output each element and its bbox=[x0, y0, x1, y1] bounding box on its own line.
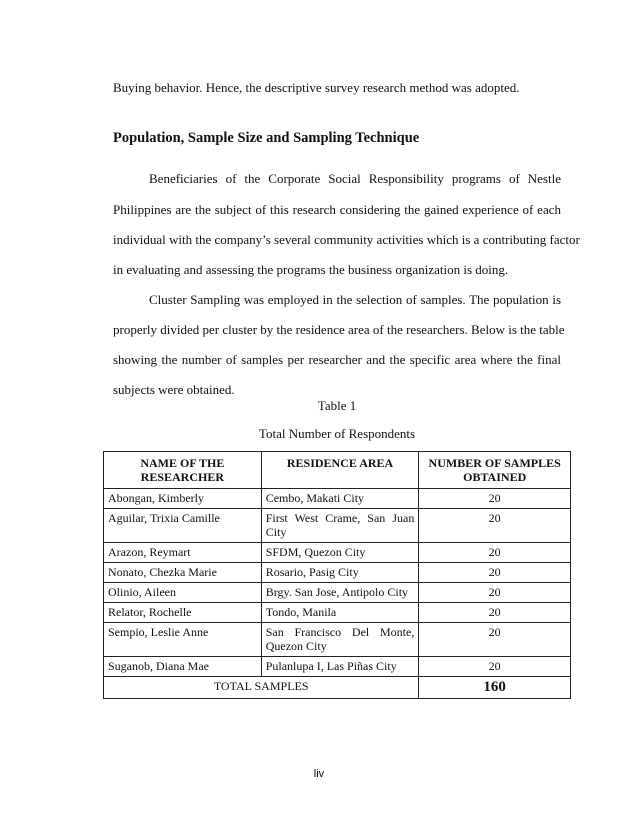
paragraph-line: Philippines are the subject of this research considering the gained experience of each bbox=[113, 202, 561, 217]
researcher-name: Sempio, Leslie Anne bbox=[104, 623, 262, 657]
samples-count: 20 bbox=[419, 509, 571, 543]
researcher-name: Suganob, Diana Mae bbox=[104, 657, 262, 677]
samples-count: 20 bbox=[419, 657, 571, 677]
researcher-name: Aguilar, Trixia Camille bbox=[104, 509, 262, 543]
header-samples: NUMBER OF SAMPLES OBTAINED bbox=[419, 452, 571, 489]
residence-area: Cembo, Makati City bbox=[261, 489, 419, 509]
intro-line: Buying behavior. Hence, the descriptive survey research method was adopted. bbox=[113, 80, 520, 95]
total-label: TOTAL SAMPLES bbox=[104, 677, 419, 699]
header-residence: RESIDENCE AREA bbox=[261, 452, 419, 489]
samples-count: 20 bbox=[419, 583, 571, 603]
respondents-table bbox=[103, 451, 571, 699]
paragraph-line: in evaluating and assessing the programs the business organization is doing. bbox=[113, 262, 509, 277]
table-row bbox=[104, 623, 571, 657]
paragraph-line: Cluster Sampling was employed in the selection of samples. The population is bbox=[149, 292, 561, 307]
residence-area: San Francisco Del Monte, Quezon City bbox=[261, 623, 419, 657]
samples-count: 20 bbox=[419, 563, 571, 583]
paragraph-line: subjects were obtained. bbox=[113, 382, 235, 397]
researcher-name: Relator, Rochelle bbox=[104, 603, 262, 623]
paragraph-line: individual with the company’s several community activities which is a contributing factor bbox=[113, 232, 580, 247]
table-row bbox=[104, 657, 571, 677]
header-researcher: NAME OF THE RESEARCHER bbox=[104, 452, 262, 489]
table-row bbox=[104, 603, 571, 623]
paragraph-line: showing the number of samples per researcher and the specific area where the final bbox=[113, 352, 561, 367]
researcher-name: Nonato, Chezka Marie bbox=[104, 563, 262, 583]
samples-count: 20 bbox=[419, 623, 571, 657]
residence-area: Pulanlupa I, Las Piñas City bbox=[261, 657, 419, 677]
table-header-row bbox=[104, 452, 571, 489]
table-row bbox=[104, 509, 571, 543]
table-total-row bbox=[104, 677, 571, 699]
residence-area: SFDM, Quezon City bbox=[261, 543, 419, 563]
samples-count: 20 bbox=[419, 603, 571, 623]
residence-area: First West Crame, San Juan City bbox=[261, 509, 419, 543]
residence-area: Tondo, Manila bbox=[261, 603, 419, 623]
residence-area: Rosario, Pasig City bbox=[261, 563, 419, 583]
table-row bbox=[104, 489, 571, 509]
total-value: 160 bbox=[419, 677, 571, 699]
table-row bbox=[104, 543, 571, 563]
page-number: liv bbox=[313, 768, 325, 780]
samples-count: 20 bbox=[419, 543, 571, 563]
researcher-name: Arazon, Reymart bbox=[104, 543, 262, 563]
table-label: Table 1 bbox=[317, 398, 357, 413]
researcher-name: Olinio, Aileen bbox=[104, 583, 262, 603]
table-title: Total Number of Respondents bbox=[258, 426, 416, 441]
section-heading: Population, Sample Size and Sampling Technique bbox=[113, 130, 420, 146]
residence-area: Brgy. San Jose, Antipolo City bbox=[261, 583, 419, 603]
paragraph-line: properly divided per cluster by the residence area of the researchers. Below is the table bbox=[113, 322, 565, 337]
researcher-name: Abongan, Kimberly bbox=[104, 489, 262, 509]
table-row bbox=[104, 583, 571, 603]
paragraph-line: Beneficiaries of the Corporate Social Responsibility programs of Nestle bbox=[149, 171, 561, 186]
table-row bbox=[104, 563, 571, 583]
samples-count: 20 bbox=[419, 489, 571, 509]
